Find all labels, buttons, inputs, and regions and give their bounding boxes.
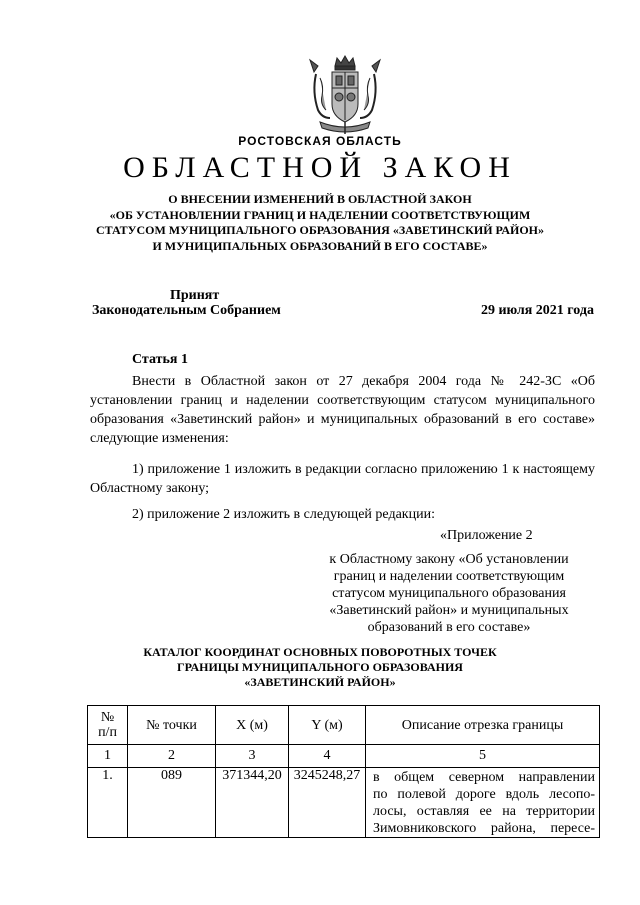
- header-row-number: [88, 706, 128, 745]
- segment-description-cell: [366, 768, 600, 838]
- description-line: Зимовниковского района, пересе-: [373, 821, 595, 836]
- article-heading: Статья 1: [132, 352, 188, 367]
- coordinates-table: [87, 705, 600, 838]
- adoption-block: [92, 288, 332, 318]
- description-line: в общем северном направлении: [373, 770, 595, 785]
- header-y-coordinate: Y (м): [289, 706, 366, 745]
- article-item-2: 2) приложение 2 изложить в следующей редакции:: [132, 507, 435, 522]
- law-title-line: СТАТУСОМ МУНИЦИПАЛЬНОГО ОБРАЗОВАНИЯ «ЗАВЕТИНСКИЙ РАЙОН»: [95, 223, 545, 237]
- header-segment-description: Описание отрезка границы: [366, 706, 600, 745]
- column-number-row: [88, 745, 600, 768]
- appendix-reference-line: границ и наделении соответствующим: [333, 569, 565, 584]
- appendix-reference-line: образований в его составе»: [367, 620, 531, 635]
- catalog-title: [60, 645, 580, 690]
- y-coordinate-cell: 3245248,27: [289, 768, 366, 838]
- point-number-cell: 089: [128, 768, 216, 838]
- catalog-title-line: КАТАЛОГ КООРДИНАТ ОСНОВНЫХ ПОВОРОТНЫХ ТОЧЕК: [143, 645, 497, 659]
- header-row-number-abbrev: п/п: [98, 725, 117, 740]
- description-line: по полевой дороге вдоль лесопо-: [373, 787, 595, 802]
- appendix-label: «Приложение 2: [440, 528, 533, 543]
- law-title-line: О ВНЕСЕНИИ ИЗМЕНЕНИЙ В ОБЛАСТНОЙ ЗАКОН: [168, 192, 472, 206]
- description-line: лосы, оставляя ее на территории: [373, 804, 595, 819]
- table-header-row: [88, 706, 600, 745]
- article-item-1: 1) приложение 1 изложить в редакции согласно приложению 1 к настоящему Областному закону;: [90, 462, 595, 496]
- adoption-line2: Законодательным Собранием: [92, 303, 281, 318]
- header-point-number: № точки: [128, 706, 216, 745]
- catalog-title-line: «ЗАВЕТИНСКИЙ РАЙОН»: [244, 675, 396, 689]
- adoption-line1: Принят: [170, 288, 220, 303]
- column-number: 4: [289, 745, 366, 768]
- law-title-line: И МУНИЦИПАЛЬНЫХ ОБРАЗОВАНИЙ В ЕГО СОСТАВЕ»: [152, 238, 488, 253]
- column-number: 3: [216, 745, 289, 768]
- article-intro-paragraph: Внести в Областной закон от 27 декабря 2004 года № 242-ЗС «Об установлении границ и наделении соответствующим статусом муниципального образования «Заветинский район» и муниципальных образований в его составе» следующие изменения:: [90, 374, 595, 446]
- rostov-oblast-coat-of-arms-icon: [308, 52, 382, 136]
- header-row-number-symbol: №: [100, 710, 115, 725]
- catalog-title-line: ГРАНИЦЫ МУНИЦИПАЛЬНОГО ОБРАЗОВАНИЯ: [177, 660, 463, 674]
- appendix-reference-line: «Заветинский район» и муниципальных: [329, 603, 569, 618]
- row-number-cell: 1.: [88, 768, 128, 838]
- column-number: 1: [88, 745, 128, 768]
- law-title: [60, 192, 580, 254]
- column-number: 5: [366, 745, 600, 768]
- column-number: 2: [128, 745, 216, 768]
- appendix-reference-line: к Областному закону «Об установлении: [329, 552, 569, 567]
- table-row: [88, 768, 600, 838]
- header-x-coordinate: X (м): [216, 706, 289, 745]
- law-title-line: «ОБ УСТАНОВЛЕНИИ ГРАНИЦ И НАДЕЛЕНИИ СООТВЕТСТВУЮЩИМ: [109, 207, 531, 222]
- region-name: РОСТОВСКАЯ ОБЛАСТЬ: [238, 134, 402, 148]
- document-type: ОБЛАСТНОЙ ЗАКОН: [123, 151, 517, 184]
- appendix-reference-line: статусом муниципального образования: [332, 586, 566, 601]
- adoption-date: 29 июля 2021 года: [480, 303, 594, 318]
- appendix-reference: [304, 551, 594, 636]
- x-coordinate-cell: 371344,20: [216, 768, 289, 838]
